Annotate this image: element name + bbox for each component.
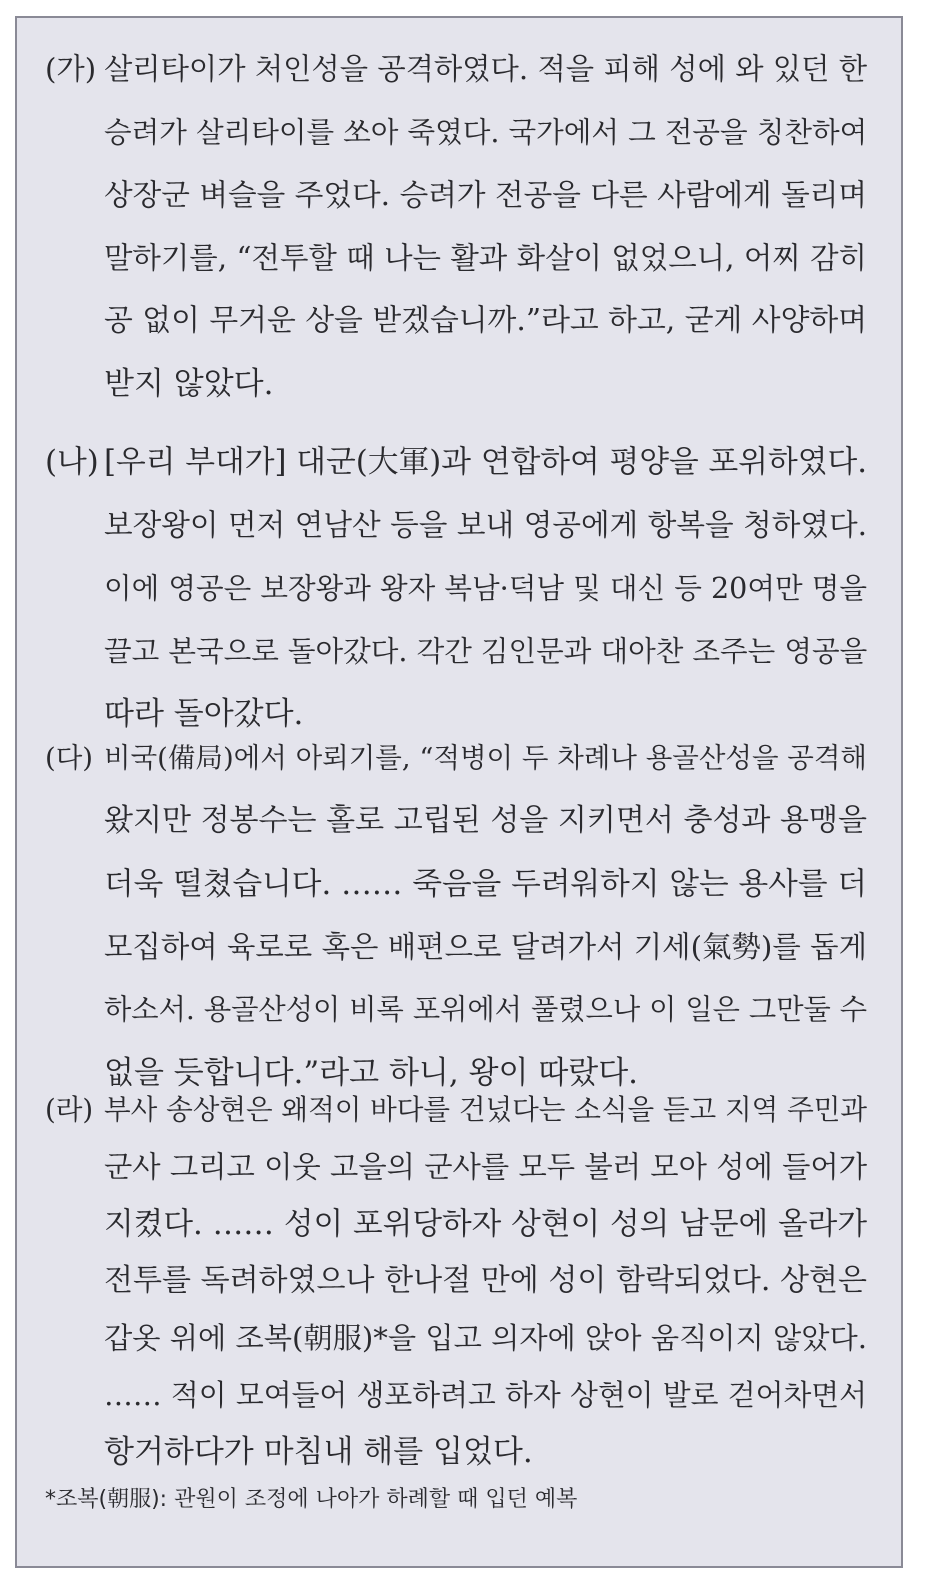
passage-line: 따라 돌아갔다. xyxy=(104,696,304,732)
passage-line: 지켰다. …… 성이 포위당하자 상현이 성의 남문에 올라가 xyxy=(104,1206,867,1242)
passage-label: (가) xyxy=(45,52,97,86)
passage-line: 끌고 본국으로 돌아갔다. 각간 김인문과 대아찬 조주는 영공을 xyxy=(104,634,868,668)
footnote: *조복(朝服): 관원이 조정에 나아가 하례할 때 입던 예복 xyxy=(45,1487,578,1512)
passage-line: 전투를 독려하였으나 한나절 만에 성이 함락되었다. 상현은 xyxy=(104,1263,867,1298)
passage-line: (라) 부사 송상현은 왜적이 바다를 건넜다는 소식을 듣고 지역 주민과 xyxy=(17,1078,901,1142)
passage-line: 더욱 떨쳤습니다. …… 죽음을 두려워하지 않는 용사를 더 xyxy=(104,866,867,902)
source-passages-box xyxy=(15,16,903,1568)
passage-line: 받지 않았다. xyxy=(104,366,274,402)
passage-line: (다) 비국(備局)에서 아뢰기를, “적병이 두 차례나 용골산성을 공격해 xyxy=(17,726,901,790)
passage-line: 없을 듯합니다.”라고 하니, 왕이 따랐다. xyxy=(104,1055,639,1091)
passage-line: 승려가 살리타이를 쏘아 죽였다. 국가에서 그 전공을 칭찬하여 xyxy=(104,115,868,149)
passage-label: (다) xyxy=(45,742,94,774)
passage-line: (가) 살리타이가 처인성을 공격하였다. 적을 피해 성에 와 있던 한 xyxy=(17,37,901,101)
passage-line: (나) [우리 부대가] 대군(大軍)과 연합하여 평양을 포위하였다. xyxy=(17,430,901,494)
passage-line: 상장군 벼슬을 주었다. 승려가 전공을 다른 사람에게 돌리며 xyxy=(104,177,867,212)
passage-line: 왔지만 정봉수는 홀로 고립된 성을 지키면서 충성과 용맹을 xyxy=(104,803,867,838)
passage-line: 군사 그리고 이웃 고을의 군사를 모두 불러 모아 성에 들어가 xyxy=(104,1150,868,1184)
passage-line: 갑옷 위에 조복(朝服)*을 입고 의자에 앉아 움직이지 않았다. xyxy=(104,1321,867,1355)
passage-label: (라) xyxy=(45,1093,94,1126)
passage-line: 말하기를, “전투할 때 나는 활과 화살이 없었으니, 어찌 감히 xyxy=(104,241,867,275)
passage-label: (나) xyxy=(45,444,99,480)
passage-line: 모집하여 육로로 혹은 배편으로 달려가서 기세(氣勢)를 돕게 xyxy=(104,930,867,964)
passage-line: …… 적이 모여들어 생포하려고 하자 상현이 발로 걷어차면서 xyxy=(104,1378,867,1412)
passage-line: 이에 영공은 보장왕과 왕자 복남·덕남 및 대신 등 20여만 명을 xyxy=(104,571,867,605)
passage-line: 항거하다가 마침내 해를 입었다. xyxy=(104,1434,533,1470)
passage-line: 공 없이 무거운 상을 받겠습니까.”라고 하고, 굳게 사양하며 xyxy=(104,303,867,338)
passage-line: 보장왕이 먼저 연남산 등을 보내 영공에게 항복을 청하였다. xyxy=(104,507,867,542)
passage-line: 하소서. 용골산성이 비록 포위에서 풀렸으나 이 일은 그만둘 수 xyxy=(104,993,868,1026)
